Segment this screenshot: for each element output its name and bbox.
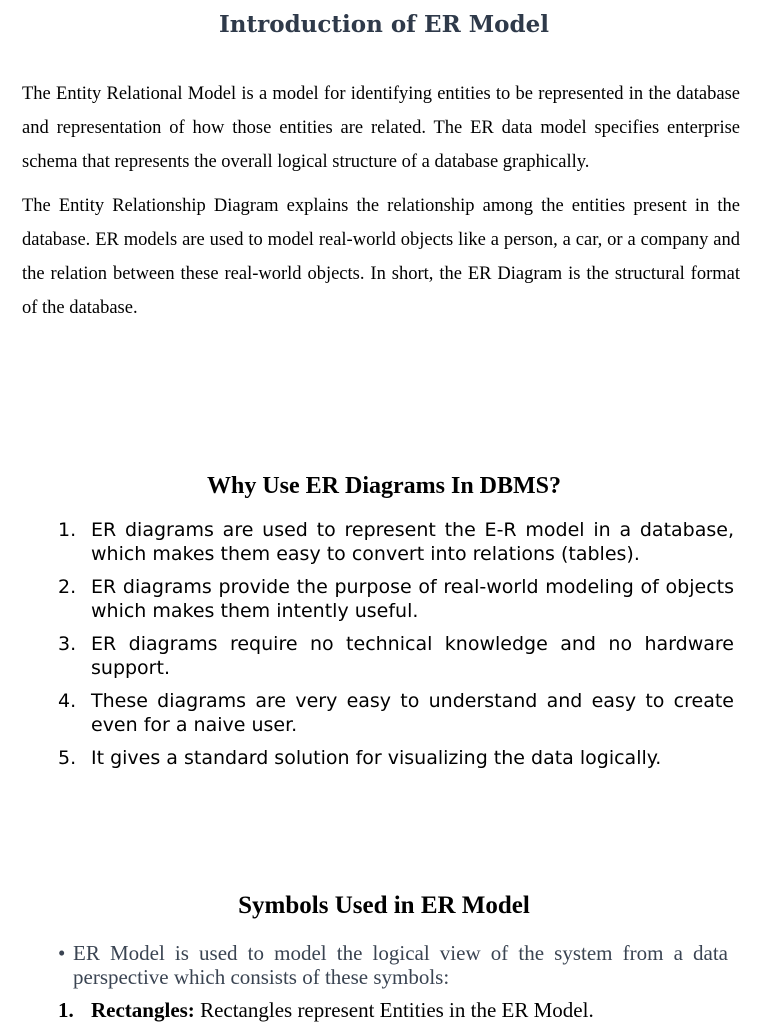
list-item: [0, 689, 734, 737]
section-title-why-use: Why Use ER Diagrams In DBMS?: [206, 473, 562, 499]
list-item-text: These diagrams are very easy to understand and easy to create even for a naive user.: [91, 690, 734, 736]
bullet-item: [58, 941, 728, 989]
list-item-text: It gives a standard solution for visualizing the data logically.: [91, 747, 662, 769]
section-introduction: [0, 0, 768, 318]
intro-paragraph-1: The Entity Relational Model is a model for identifying entities to be represented in the database and representation of how those entities are related. The ER data model specifies enterprise schema that represents the overall logical structure of a database graphically.: [22, 84, 740, 172]
list-item: [0, 632, 734, 680]
list-item: [0, 518, 734, 566]
list-item-text: ER diagrams provide the purpose of real-world modeling of objects which makes them intently useful.: [91, 576, 734, 622]
list-item-number: 1.: [58, 519, 77, 541]
list-item-number: 2.: [58, 576, 77, 598]
intro-paragraph-2: The Entity Relationship Diagram explains the relationship among the entities present in the database. ER models are used to model real-world objects like a person, a car, or a company and the relation between these real-world objects. In short, the ER Diagram is the structural format of the database.: [22, 196, 740, 318]
bullet-marker: •: [58, 941, 66, 965]
section-title-introduction: Introduction of ER Model: [219, 11, 549, 38]
list-item: [0, 575, 734, 623]
list-item-number: 5.: [58, 747, 77, 769]
numbered-item-term: Rectangles:: [91, 998, 195, 1022]
list-item-text: ER diagrams are used to represent the E-R model in a database, which makes them easy to convert into relations (tables).: [91, 519, 734, 565]
list-item-number: 3.: [58, 633, 77, 655]
section-symbols: [0, 890, 768, 1022]
list-item-text: ER diagrams require no technical knowledge and no hardware support.: [91, 633, 734, 679]
section-why-use: [0, 470, 768, 769]
bullet-text: ER Model is used to model the logical view of the system from a data perspective which consists of these symbols:: [73, 941, 728, 989]
numbered-item-number: 1.: [58, 998, 74, 1022]
section-title-symbols: Symbols Used in ER Model: [238, 892, 530, 919]
list-item: [0, 746, 734, 770]
numbered-item-rectangles: [58, 997, 738, 1023]
reasons-list: [0, 518, 768, 779]
numbered-item-text: Rectangles represent Entities in the ER Model.: [194, 998, 594, 1022]
list-item-number: 4.: [58, 690, 77, 712]
